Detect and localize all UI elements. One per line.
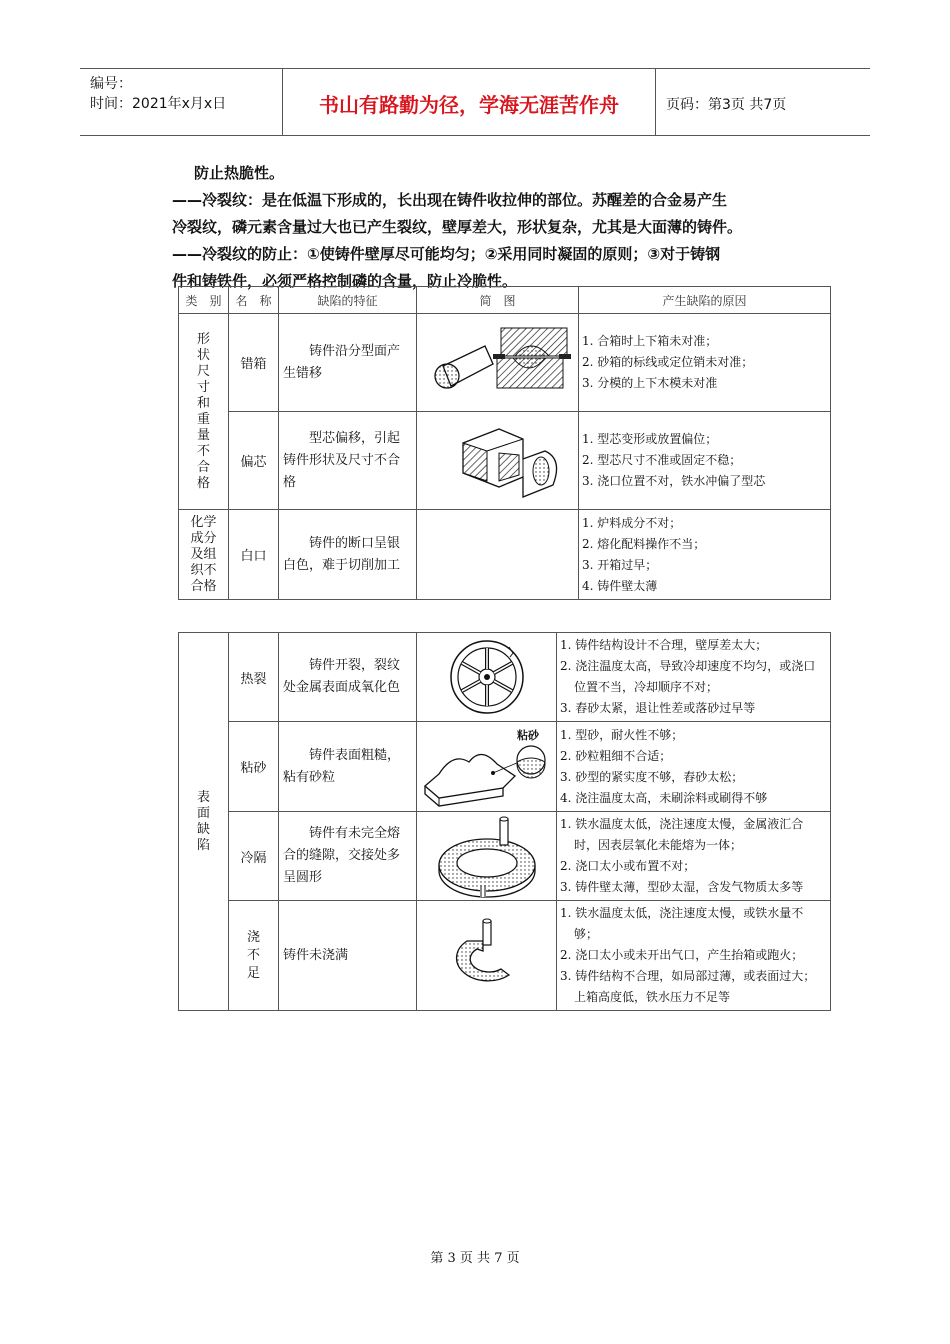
defect-name: 白口 (229, 510, 279, 600)
document-time-label: 时间：2021年x月x日 (90, 96, 227, 112)
table-header-row (179, 287, 831, 314)
defect-feature: 铸件有未完全熔合的缝隙，交接处多呈圆形 (279, 812, 417, 901)
motto-text: 书山有路勤为径，学海无涯苦作舟 (319, 93, 619, 117)
header-category: 类 别 (179, 287, 229, 314)
defect-causes: 1. 型砂，耐火性不够； 2. 砂粒粗细不合适； 3. 砂型的紧实度不够，舂砂太松； 4. 浇注温度太高，未刷涂料或刷得不够 (557, 722, 831, 812)
table-row (179, 412, 831, 510)
page-header (80, 68, 870, 136)
intro-line: ——冷裂纹的防止：①使铸件壁厚尽可能均匀；②采用同时凝固的原则；③对于铸钢 (172, 245, 721, 263)
header-name: 名 称 (229, 287, 279, 314)
defect-table-2 (178, 632, 831, 1011)
defect-table-1 (178, 286, 831, 600)
diagram-empty (417, 510, 579, 600)
table-row (179, 812, 831, 901)
intro-line: 件和铸铁件，必须严格控制磷的含量，防止冷脆性。 (172, 272, 518, 290)
header-feature: 缺陷的特征 (279, 287, 417, 314)
table-row (179, 314, 831, 412)
defect-causes: 1. 铸件结构设计不合理，壁厚差太大； 2. 浇注温度太高，导致冷却速度不均匀，或浇口位置不当，冷却顺序不对； 3. 舂砂太紧，退让性差或落砂过早等 (557, 633, 831, 722)
defect-name: 浇 不 足 (229, 901, 279, 1011)
defect-name: 粘砂 (229, 722, 279, 812)
header-meta-cell (80, 69, 283, 135)
cold-shut-ring-diagram (417, 812, 557, 901)
category-surface: 表 面 缺 陷 (179, 633, 229, 1011)
defect-causes: 1. 铁水温度太低，浇注速度太慢，金属液汇合时，因表层氧化未能熔为一体； 2. 浇口太小或布置不对； 3. 铸件壁太薄，型砂太湿，含发气物质太多等 (557, 812, 831, 901)
page-footer: 第 3 页 共 7 页 (430, 1251, 520, 1266)
misrun-diagram (417, 901, 557, 1011)
intro-line: ——冷裂纹：是在低温下形成的，长出现在铸件收拉伸的部位。苏醒差的合金易产生 (172, 191, 728, 209)
table-row (179, 722, 831, 812)
sand-adhesion-diagram (417, 722, 557, 812)
defect-name: 偏芯 (229, 412, 279, 510)
table-row (179, 510, 831, 600)
defect-feature: 铸件表面粗糙，粘有砂粒 (279, 722, 417, 812)
defect-name: 冷隔 (229, 812, 279, 901)
defect-causes: 1. 合箱时上下箱未对准； 2. 砂箱的标线或定位销未对准； 3. 分模的上下木模未对准 (579, 314, 831, 412)
header-cause: 产生缺陷的原因 (579, 287, 831, 314)
core-shift-diagram (417, 412, 579, 510)
document-number-label: 编号： (90, 76, 132, 92)
defect-name: 热裂 (229, 633, 279, 722)
defect-name: 错箱 (229, 314, 279, 412)
mismatch-diagram (417, 314, 579, 412)
header-motto-cell (283, 69, 656, 135)
table-row (179, 633, 831, 722)
category-chemistry: 化学 成分 及组 织不 合格 (179, 510, 229, 600)
header-page-cell (656, 69, 870, 135)
defect-causes: 1. 炉料成分不对； 2. 熔化配料操作不当； 3. 开箱过早； 4. 铸件壁太薄 (579, 510, 831, 600)
intro-line: 冷裂纹，磷元素含量过大也已产生裂纹，壁厚差大，形状复杂，尤其是大面薄的铸件。 (172, 218, 743, 236)
defect-feature: 型芯偏移，引起铸件形状及尺寸不合格 (279, 412, 417, 510)
intro-line: 防止热脆性。 (194, 164, 285, 182)
intro-paragraph (172, 160, 812, 295)
defect-feature: 铸件未浇满 (279, 901, 417, 1011)
defect-feature: 铸件的断口呈银白色，难于切削加工 (279, 510, 417, 600)
hot-crack-wheel-diagram (417, 633, 557, 722)
defect-feature: 铸件开裂，裂纹处金属表面成氧化色 (279, 633, 417, 722)
page-info: 页码：第3页 共7页 (666, 97, 787, 113)
table-row (179, 901, 831, 1011)
fig-label: 粘砂 (516, 728, 539, 742)
defect-causes: 1. 铁水温度太低，浇注速度太慢，或铁水量不够； 2. 浇口太小或未开出气口，产生抬箱或跑火； 3. 铸件结构不合理，如局部过薄，或表面过大；上箱高度低，铁水压力不足等 (557, 901, 831, 1011)
header-diagram: 简 图 (417, 287, 579, 314)
category-shape-size: 形 状 尺 寸 和 重 量 不 合 格 (179, 314, 229, 510)
defect-causes: 1. 型芯变形或放置偏位； 2. 型芯尺寸不准或固定不稳； 3. 浇口位置不对，铁水冲偏了型芯 (579, 412, 831, 510)
defect-feature: 铸件沿分型面产生错移 (279, 314, 417, 412)
